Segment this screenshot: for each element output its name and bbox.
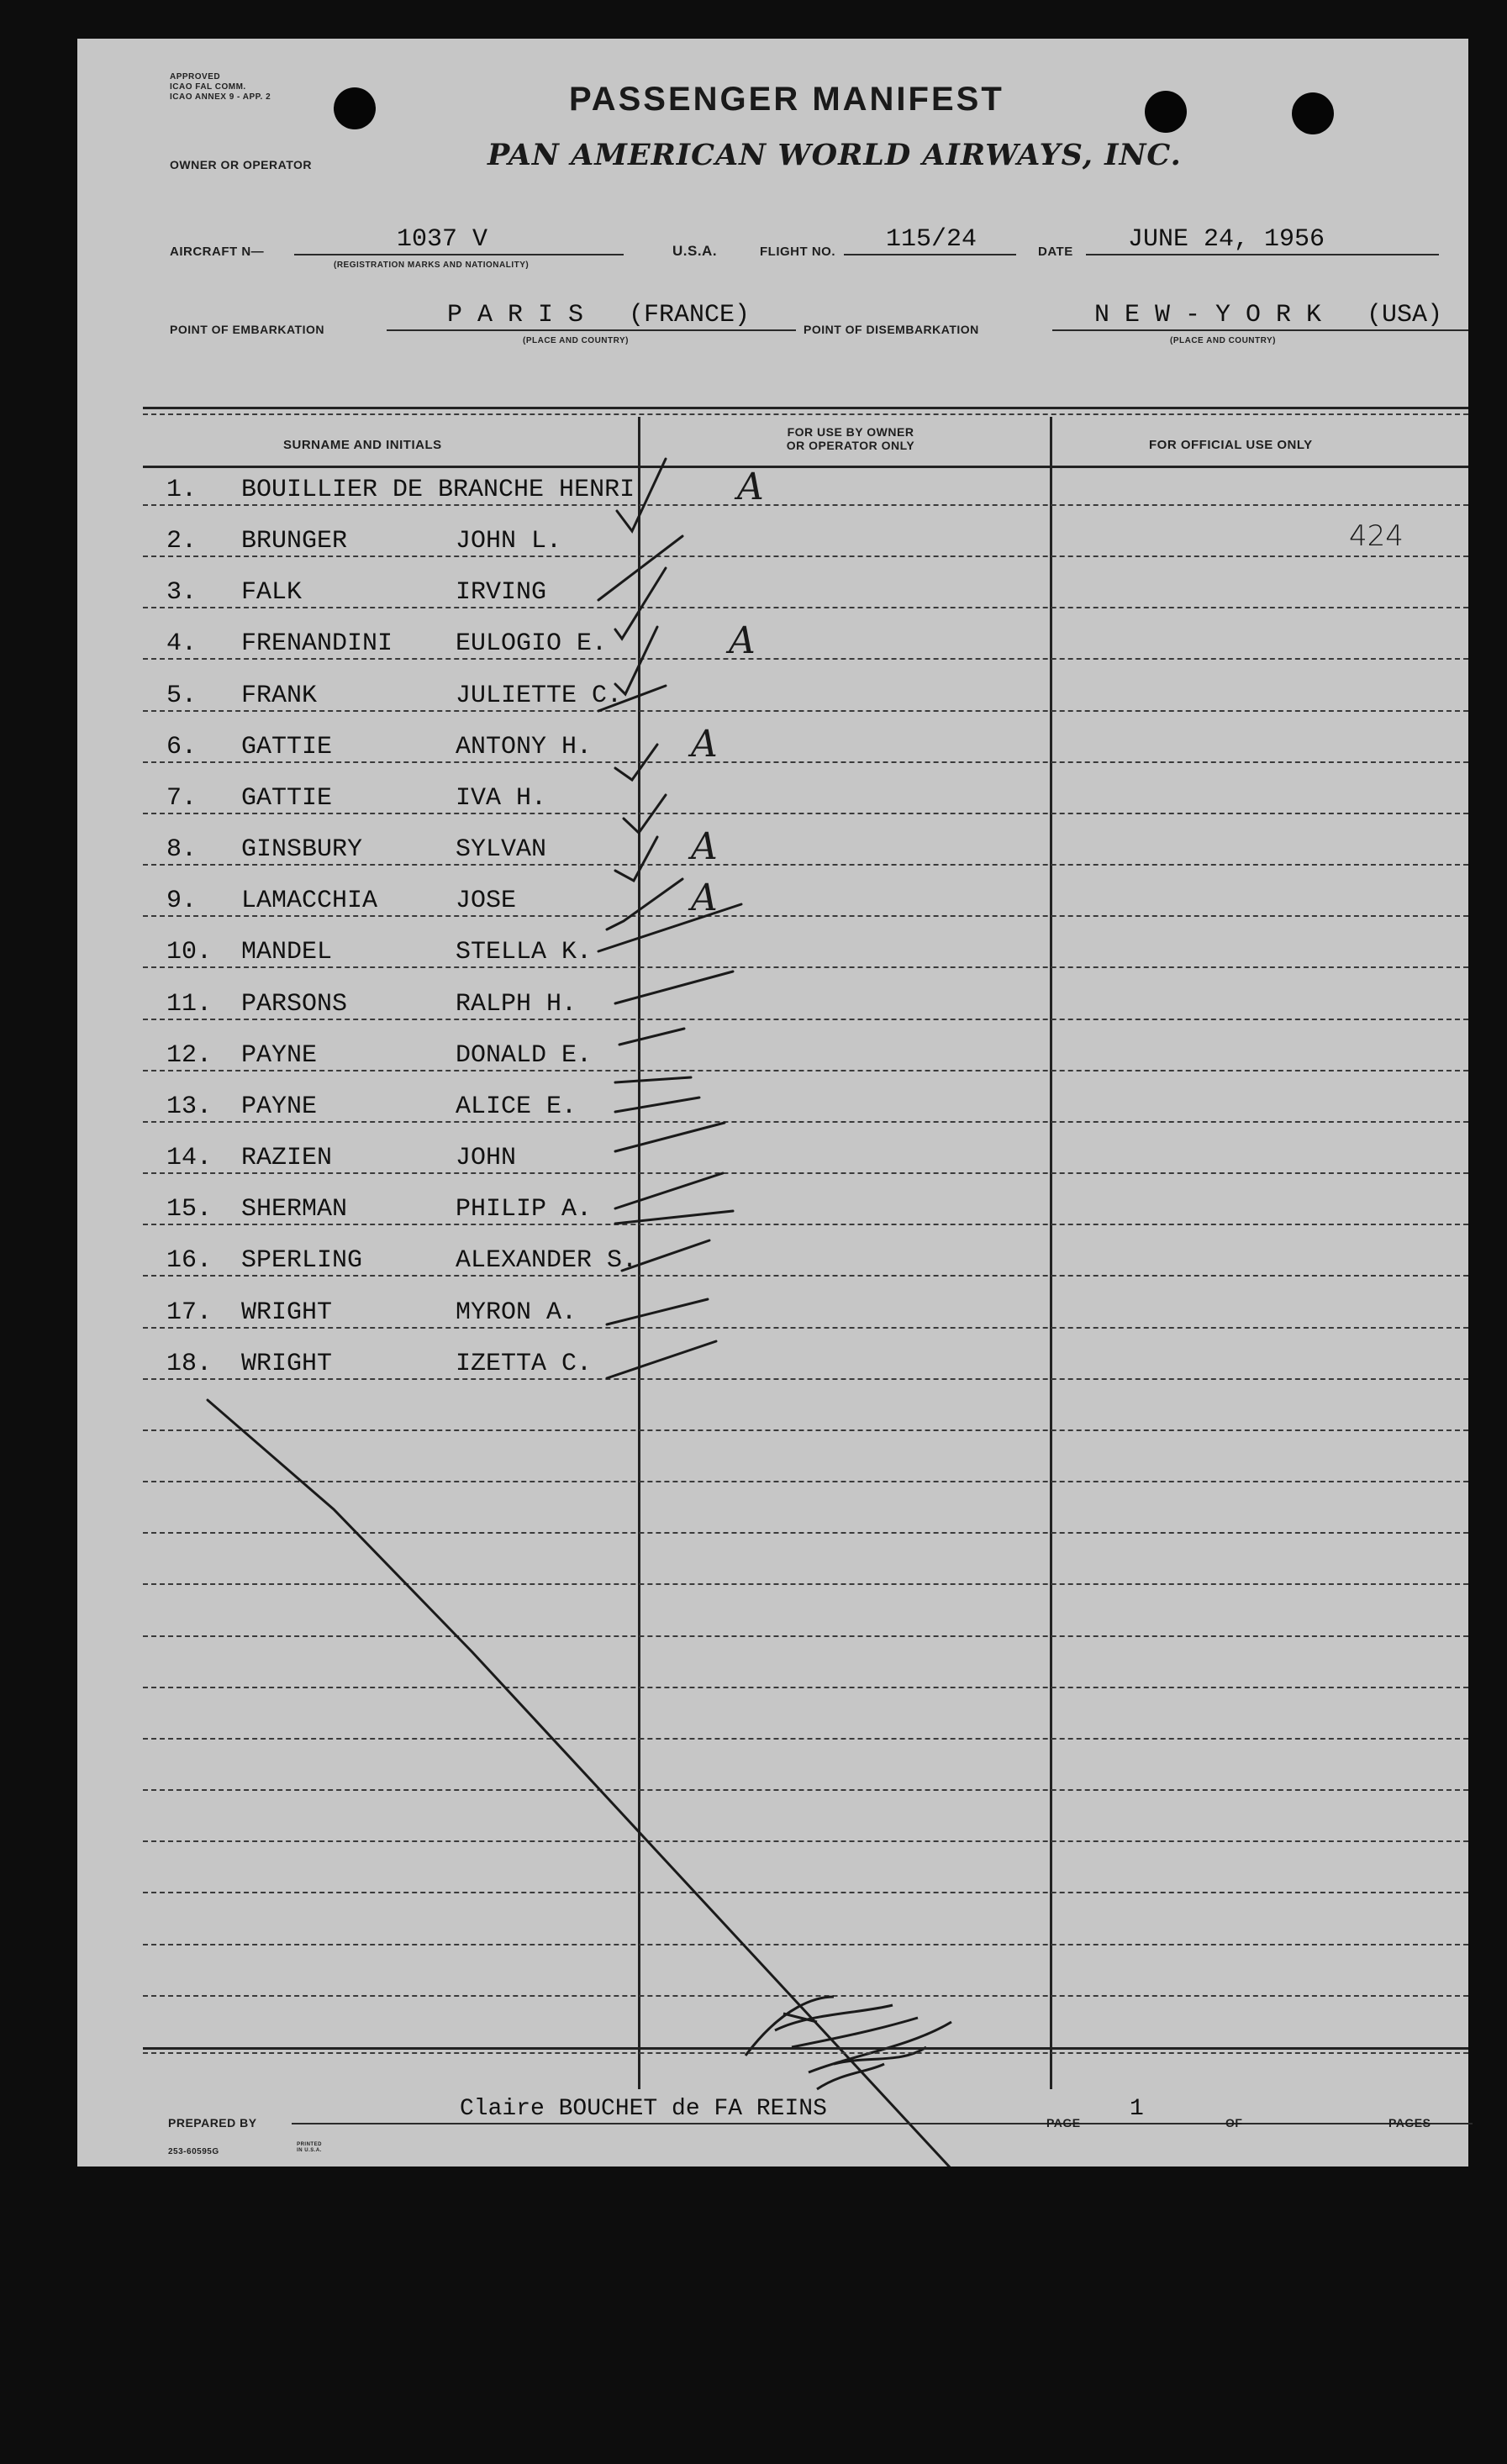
usa-label: U.S.A.	[672, 243, 718, 259]
row-number: 7.	[166, 783, 198, 813]
manifest-sheet	[77, 39, 1468, 2167]
prepared-by-name: Claire BOUCHET de FA REINS	[460, 2096, 827, 2122]
handwritten-marks	[77, 39, 1468, 2167]
of-label: OF	[1225, 2116, 1243, 2130]
row-number: 10.	[166, 938, 213, 967]
flight-no-label: FLIGHT NO.	[760, 245, 835, 259]
flight-number: 115/24	[886, 225, 977, 254]
row-number: 2.	[166, 527, 198, 556]
aircraft-label: AIRCRAFT N—	[170, 245, 265, 259]
flight-date: JUNE 24, 1956	[1128, 225, 1325, 254]
passenger-surname: PAYNE	[241, 1092, 318, 1121]
embarkation-point: P A R I S (FRANCE)	[447, 301, 751, 329]
row-number: 17.	[166, 1298, 213, 1327]
handwritten-mark: A	[691, 877, 718, 920]
row-number: 5.	[166, 681, 198, 710]
row-number: 14.	[166, 1144, 213, 1173]
passenger-initials: JOHN L.	[456, 527, 562, 556]
passenger-initials: ALICE E.	[456, 1092, 577, 1121]
embarkation-label: POINT OF EMBARKATION	[170, 323, 324, 336]
passenger-initials: JOSE	[456, 887, 517, 916]
passenger-initials: IRVING	[456, 578, 547, 608]
pages-label: PAGES	[1388, 2116, 1431, 2130]
passenger-initials: STELLA K.	[456, 938, 593, 967]
row-number: 15.	[166, 1195, 213, 1224]
passenger-initials: MYRON A.	[456, 1298, 577, 1327]
row-number: 16.	[166, 1246, 213, 1276]
passenger-surname: GINSBURY	[241, 835, 363, 865]
passenger-initials: ANTONY H.	[456, 732, 593, 761]
embarkation-sublabel: (PLACE AND COUNTRY)	[523, 336, 629, 345]
passenger-surname: GATTIE	[241, 732, 333, 761]
passenger-surname: MANDEL	[241, 938, 333, 967]
passenger-surname: FRENANDINI	[241, 629, 393, 659]
passenger-initials: EULOGIO E.	[456, 629, 608, 659]
col-header-owner: FOR USE BY OWNER OR OPERATOR ONLY	[786, 425, 915, 452]
passenger-initials: JULIETTE C.	[456, 681, 623, 710]
passenger-initials: PHILIP A.	[456, 1195, 593, 1224]
owner-label: OWNER OR OPERATOR	[170, 158, 312, 171]
passenger-initials: RALPH H.	[456, 989, 577, 1019]
passenger-surname: GATTIE	[241, 783, 333, 813]
passenger-surname: PARSONS	[241, 989, 348, 1019]
passenger-surname: RAZIEN	[241, 1144, 333, 1173]
passenger-initials: JOHN	[456, 1144, 517, 1173]
passenger-surname: FRANK	[241, 681, 318, 710]
col-header-official: FOR OFFICIAL USE ONLY	[1149, 438, 1313, 452]
passenger-surname: WRIGHT	[241, 1349, 333, 1378]
aircraft-sublabel: (REGISTRATION MARKS AND NATIONALITY)	[334, 261, 530, 270]
printed-in-usa: PRINTED IN U.S.A.	[297, 2142, 322, 2153]
passenger-initials: IZETTA C.	[456, 1349, 593, 1378]
passenger-surname: BOUILLIER DE BRANCHE HENRI	[241, 476, 635, 504]
approved-stamp: APPROVED ICAO FAL COMM. ICAO ANNEX 9 - APP. 2	[170, 72, 271, 102]
passenger-surname: SPERLING	[241, 1246, 363, 1276]
passenger-surname: LAMACCHIA	[241, 887, 378, 916]
handwritten-mark: A	[691, 722, 718, 766]
passenger-initials: SYLVAN	[456, 835, 547, 865]
page-title: PASSENGER MANIFEST	[569, 81, 1004, 118]
passenger-initials: DONALD E.	[456, 1040, 593, 1070]
row-number: 1.	[166, 476, 198, 504]
passenger-initials: ALEXANDER S.	[456, 1246, 638, 1276]
date-label: DATE	[1038, 245, 1073, 259]
row-number: 3.	[166, 578, 198, 608]
passenger-surname: PAYNE	[241, 1040, 318, 1070]
official-note: 424	[1349, 519, 1404, 553]
handwritten-mark: A	[691, 825, 718, 869]
form-number: 253-60595G	[168, 2147, 219, 2156]
page-label: PAGE	[1046, 2116, 1081, 2130]
disembarkation-sublabel: (PLACE AND COUNTRY)	[1170, 336, 1276, 345]
row-number: 13.	[166, 1092, 213, 1121]
row-number: 12.	[166, 1040, 213, 1070]
row-number: 9.	[166, 887, 198, 916]
col-header-name: SURNAME AND INITIALS	[283, 438, 442, 452]
passenger-surname: BRUNGER	[241, 527, 348, 556]
row-number: 11.	[166, 989, 213, 1019]
row-number: 18.	[166, 1349, 213, 1378]
page-number: 1	[1130, 2096, 1144, 2122]
passenger-initials: IVA H.	[456, 783, 547, 813]
row-number: 8.	[166, 835, 198, 865]
disembarkation-point: N E W - Y O R K (USA)	[1094, 301, 1443, 329]
airline-name: PAN AMERICAN WORLD AIRWAYS, INC.	[487, 138, 1182, 172]
row-number: 4.	[166, 629, 198, 659]
row-number: 6.	[166, 732, 198, 761]
handwritten-mark: A	[737, 466, 764, 508]
aircraft-number: 1037 V	[397, 225, 488, 254]
passenger-surname: SHERMAN	[241, 1195, 348, 1224]
passenger-surname: WRIGHT	[241, 1298, 333, 1327]
prepared-by-label: PREPARED BY	[168, 2116, 257, 2130]
disembarkation-label: POINT OF DISEMBARKATION	[804, 323, 979, 336]
handwritten-mark: A	[729, 619, 756, 663]
passenger-surname: FALK	[241, 578, 303, 608]
